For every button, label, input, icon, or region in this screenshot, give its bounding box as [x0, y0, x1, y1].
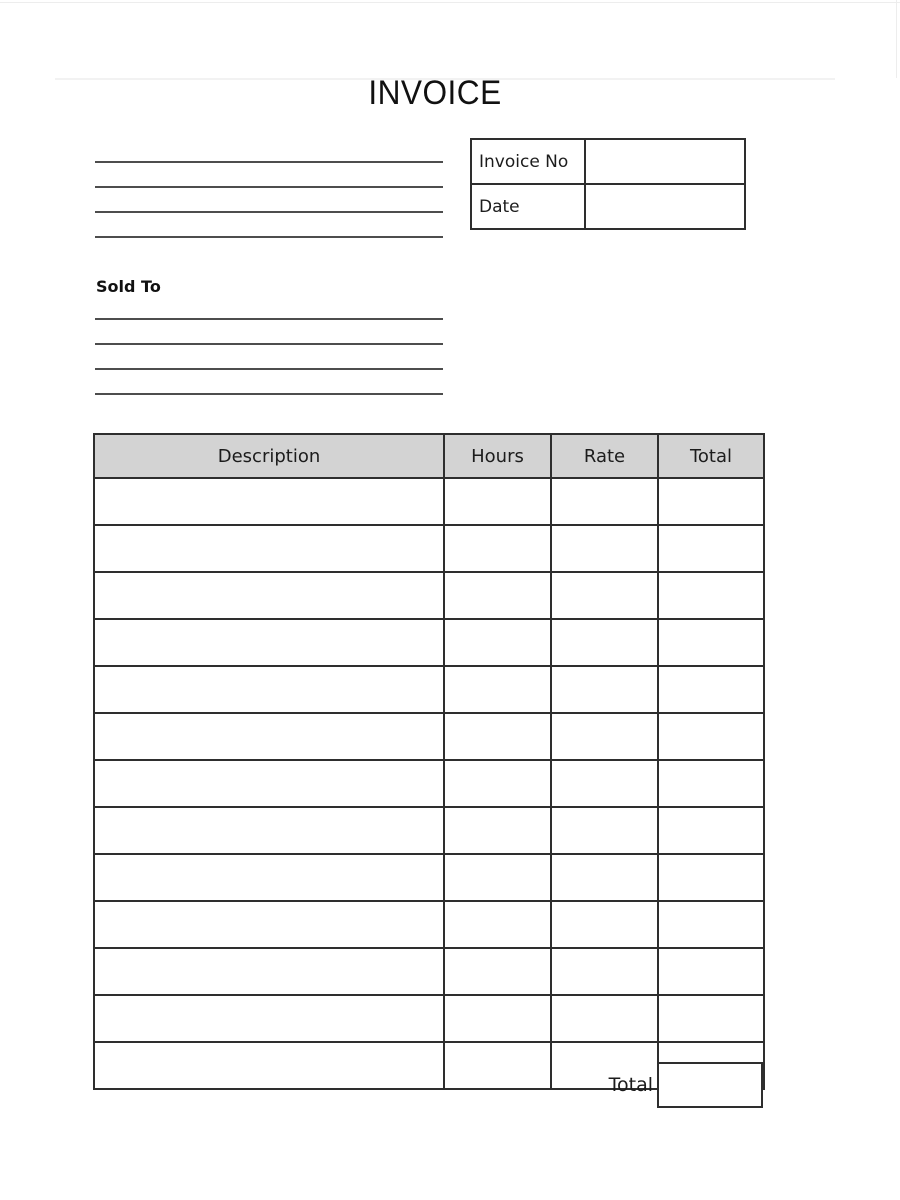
item-cell-rate[interactable] — [551, 948, 658, 995]
blank-line[interactable] — [95, 320, 443, 345]
item-cell-total[interactable] — [658, 760, 764, 807]
invoice-no-label: Invoice No — [471, 139, 585, 184]
items-table-body — [94, 478, 764, 1089]
item-cell-total[interactable] — [658, 666, 764, 713]
item-cell-description[interactable] — [94, 619, 444, 666]
column-header-hours: Hours — [444, 434, 551, 478]
column-header-total: Total — [658, 434, 764, 478]
item-row — [94, 525, 764, 572]
item-cell-rate[interactable] — [551, 666, 658, 713]
sold-to-label: Sold To — [96, 277, 161, 296]
item-row — [94, 713, 764, 760]
item-row — [94, 478, 764, 525]
item-row — [94, 854, 764, 901]
item-cell-rate[interactable] — [551, 572, 658, 619]
item-row — [94, 807, 764, 854]
item-cell-hours[interactable] — [444, 760, 551, 807]
item-cell-rate[interactable] — [551, 854, 658, 901]
blank-line[interactable] — [95, 345, 443, 370]
column-header-description: Description — [94, 434, 444, 478]
item-cell-total[interactable] — [658, 572, 764, 619]
invoice-no-row — [471, 139, 745, 184]
item-cell-total[interactable] — [658, 478, 764, 525]
item-row — [94, 948, 764, 995]
item-cell-hours[interactable] — [444, 995, 551, 1042]
item-cell-hours[interactable] — [444, 619, 551, 666]
item-cell-hours[interactable] — [444, 948, 551, 995]
blank-line[interactable] — [95, 370, 443, 395]
blank-line[interactable] — [95, 138, 443, 163]
date-label: Date — [471, 184, 585, 229]
item-cell-total[interactable] — [658, 807, 764, 854]
date-row — [471, 184, 745, 229]
item-cell-description[interactable] — [94, 572, 444, 619]
item-cell-total[interactable] — [658, 901, 764, 948]
blank-line[interactable] — [95, 163, 443, 188]
item-cell-description[interactable] — [94, 478, 444, 525]
item-cell-hours[interactable] — [444, 713, 551, 760]
page-right-hairline — [896, 0, 897, 78]
item-cell-total[interactable] — [658, 619, 764, 666]
item-cell-rate[interactable] — [551, 525, 658, 572]
item-cell-description[interactable] — [94, 854, 444, 901]
address-lines — [95, 138, 443, 238]
item-cell-rate[interactable] — [551, 901, 658, 948]
blank-line[interactable] — [95, 213, 443, 238]
item-cell-description[interactable] — [94, 995, 444, 1042]
item-cell-rate[interactable] — [551, 760, 658, 807]
items-table-header — [94, 434, 764, 478]
column-header-rate: Rate — [551, 434, 658, 478]
grand-total-label: Total — [608, 1074, 653, 1096]
item-row — [94, 901, 764, 948]
item-cell-rate[interactable] — [551, 478, 658, 525]
sold-to-lines — [95, 295, 443, 395]
item-cell-hours[interactable] — [444, 572, 551, 619]
items-header-row — [94, 434, 764, 478]
item-cell-description[interactable] — [94, 713, 444, 760]
invoice-no-field[interactable] — [585, 139, 745, 184]
item-cell-hours[interactable] — [444, 525, 551, 572]
item-cell-total[interactable] — [658, 854, 764, 901]
item-row — [94, 619, 764, 666]
item-cell-description[interactable] — [94, 948, 444, 995]
page-top-hairline — [0, 2, 900, 3]
blank-line[interactable] — [95, 295, 443, 320]
item-row — [94, 995, 764, 1042]
grand-total-field[interactable] — [657, 1062, 763, 1108]
item-cell-total[interactable] — [658, 525, 764, 572]
date-field[interactable] — [585, 184, 745, 229]
item-cell-description[interactable] — [94, 807, 444, 854]
blank-line[interactable] — [95, 188, 443, 213]
item-cell-hours[interactable] — [444, 666, 551, 713]
invoice-meta-table — [470, 138, 746, 230]
item-cell-total[interactable] — [658, 948, 764, 995]
items-table — [93, 433, 765, 1090]
item-cell-rate[interactable] — [551, 713, 658, 760]
item-cell-description[interactable] — [94, 901, 444, 948]
item-cell-description[interactable] — [94, 760, 444, 807]
item-cell-hours[interactable] — [444, 901, 551, 948]
item-cell-hours[interactable] — [444, 478, 551, 525]
item-cell-rate[interactable] — [551, 619, 658, 666]
item-cell-total[interactable] — [658, 995, 764, 1042]
item-cell-hours[interactable] — [444, 854, 551, 901]
item-cell-rate[interactable] — [551, 807, 658, 854]
item-cell-rate[interactable] — [551, 995, 658, 1042]
item-row — [94, 666, 764, 713]
item-cell-description[interactable] — [94, 666, 444, 713]
item-cell-total[interactable] — [658, 713, 764, 760]
item-row — [94, 572, 764, 619]
item-row — [94, 760, 764, 807]
page-title: INVOICE — [368, 74, 502, 112]
item-cell-hours[interactable] — [444, 807, 551, 854]
item-cell-description[interactable] — [94, 525, 444, 572]
item-cell-description[interactable] — [94, 1042, 444, 1089]
